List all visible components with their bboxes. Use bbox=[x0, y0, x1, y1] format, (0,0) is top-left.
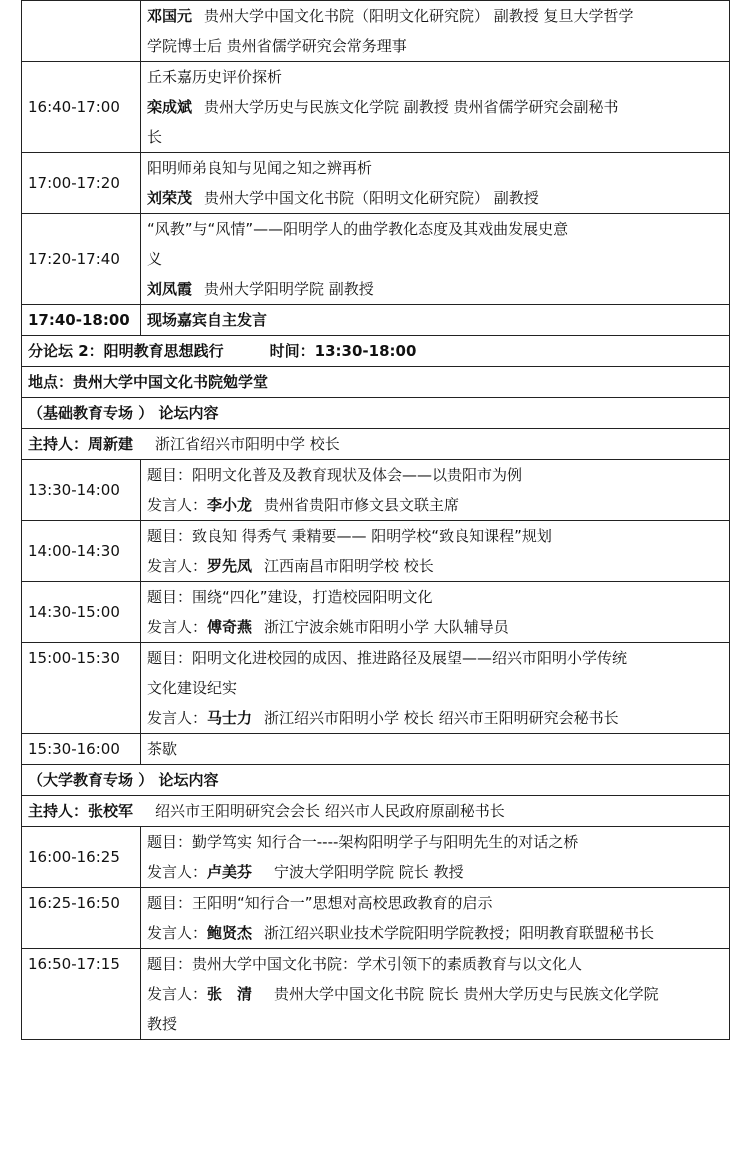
free-talk-cell: 现场嘉宾自主发言 bbox=[141, 305, 730, 336]
table-row bbox=[22, 214, 730, 305]
host-row bbox=[22, 796, 730, 827]
time-cell: 16:40-17:00 bbox=[22, 62, 141, 153]
content-cell bbox=[141, 460, 730, 521]
talk-title: 阳明师弟良知与见闻之知之辨再析 bbox=[147, 159, 373, 177]
table-row bbox=[22, 582, 730, 643]
speaker-name: 邓国元 bbox=[147, 7, 193, 25]
time-cell bbox=[22, 1, 141, 62]
content-cell bbox=[141, 888, 730, 949]
content-cell bbox=[141, 521, 730, 582]
talk-title-cont: 义 bbox=[147, 250, 163, 268]
speaker-name: 李小龙 bbox=[207, 496, 253, 514]
talk-title: 丘禾嘉历史评价探析 bbox=[147, 68, 283, 86]
table-row bbox=[22, 521, 730, 582]
speaker-affiliation: 贵州大学历史与民族文化学院 副教授 贵州省儒学研究会副秘书 bbox=[204, 98, 619, 116]
speaker-label: 发言人： bbox=[147, 557, 208, 575]
host-name: 张校军 bbox=[88, 802, 134, 820]
speaker-affiliation: 浙江宁波余姚市阳明小学 大队辅导员 bbox=[264, 618, 509, 636]
content-cell bbox=[141, 1, 730, 62]
agenda-table bbox=[21, 0, 730, 1040]
speaker-label: 发言人： bbox=[147, 924, 208, 942]
speaker-affiliation-cont: 长 bbox=[147, 128, 163, 146]
talk-title-cont: 文化建设纪实 bbox=[147, 679, 238, 697]
speaker-affiliation: 贵州大学中国文化书院（阳明文化研究院） 副教授 复旦大学哲学 bbox=[204, 7, 634, 25]
table-row bbox=[22, 1, 730, 62]
time-cell: 14:00-14:30 bbox=[22, 521, 141, 582]
time-cell: 16:50-17:15 bbox=[22, 949, 141, 1040]
table-row bbox=[22, 827, 730, 888]
time-cell: 17:20-17:40 bbox=[22, 214, 141, 305]
content-cell bbox=[141, 214, 730, 305]
section-header: （大学教育专场 ） 论坛内容 bbox=[22, 765, 730, 796]
content-cell bbox=[141, 643, 730, 734]
speaker-affiliation-cont: 学院博士后 贵州省儒学研究会常务理事 bbox=[147, 37, 407, 55]
talk-title: 题目：贵州大学中国文化书院：学术引领下的素质教育与以文化人 bbox=[147, 955, 583, 973]
speaker-affiliation: 贵州大学中国文化书院（阳明文化研究院） 副教授 bbox=[204, 189, 539, 207]
time-cell: 17:00-17:20 bbox=[22, 153, 141, 214]
host-title: 浙江省绍兴市阳明中学 校长 bbox=[155, 435, 340, 453]
host-label: 主持人： bbox=[28, 802, 89, 820]
forum-header-row bbox=[22, 336, 730, 367]
speaker-affiliation-cont: 教授 bbox=[147, 1015, 178, 1033]
time-cell: 13:30-14:00 bbox=[22, 460, 141, 521]
host-row bbox=[22, 429, 730, 460]
table-row bbox=[22, 153, 730, 214]
time-cell: 16:25-16:50 bbox=[22, 888, 141, 949]
section-header-row bbox=[22, 398, 730, 429]
speaker-name: 罗先凤 bbox=[207, 557, 253, 575]
speaker-affiliation: 浙江绍兴市阳明小学 校长 绍兴市王阳明研究会秘书长 bbox=[264, 709, 619, 727]
content-cell bbox=[141, 153, 730, 214]
speaker-affiliation: 贵州大学阳明学院 副教授 bbox=[204, 280, 374, 298]
speaker-name: 傅奇燕 bbox=[207, 618, 253, 636]
content-cell bbox=[141, 582, 730, 643]
host-title: 绍兴市王阳明研究会会长 绍兴市人民政府原副秘书长 bbox=[155, 802, 505, 820]
table-row bbox=[22, 888, 730, 949]
speaker-label: 发言人： bbox=[147, 985, 208, 1003]
speaker-name: 张 清 bbox=[207, 985, 253, 1003]
time-cell: 14:30-15:00 bbox=[22, 582, 141, 643]
section-header-row bbox=[22, 765, 730, 796]
time-cell: 15:00-15:30 bbox=[22, 643, 141, 734]
forum-title-cell bbox=[22, 336, 730, 367]
talk-title: 题目：王阳明“知行合一”思想对高校思政教育的启示 bbox=[147, 894, 493, 912]
content-cell bbox=[141, 827, 730, 888]
table-row bbox=[22, 305, 730, 336]
table-row bbox=[22, 949, 730, 1040]
table-row bbox=[22, 643, 730, 734]
host-name: 周新建 bbox=[88, 435, 134, 453]
speaker-name: 马士力 bbox=[207, 709, 253, 727]
break-cell: 茶歇 bbox=[141, 734, 730, 765]
speaker-affiliation: 贵州大学中国文化书院 院长 贵州大学历史与民族文化学院 bbox=[274, 985, 659, 1003]
speaker-affiliation: 浙江绍兴职业技术学院阳明学院教授；阳明教育联盟秘书长 bbox=[264, 924, 655, 942]
forum-venue: 地点：贵州大学中国文化书院勉学堂 bbox=[22, 367, 730, 398]
speaker-affiliation: 宁波大学阳明学院 院长 教授 bbox=[274, 863, 464, 881]
forum-time: 时间：13:30-18:00 bbox=[269, 342, 417, 360]
table-row bbox=[22, 62, 730, 153]
host-cell bbox=[22, 796, 730, 827]
speaker-label: 发言人： bbox=[147, 618, 208, 636]
speaker-affiliation: 贵州省贵阳市修文县文联主席 bbox=[264, 496, 460, 514]
talk-title: 题目：致良知 得秀气 秉精要—— 阳明学校“致良知课程”规划 bbox=[147, 527, 552, 545]
speaker-name: 栾成斌 bbox=[147, 98, 193, 116]
table-row bbox=[22, 734, 730, 765]
content-cell bbox=[141, 949, 730, 1040]
forum-title: 分论坛 2：阳明教育思想践行 bbox=[28, 342, 224, 360]
talk-title: 题目：围绕“四化”建设，打造校园阳明文化 bbox=[147, 588, 433, 606]
talk-title: “风教”与“风情”——阳明学人的曲学教化态度及其戏曲发展史意 bbox=[147, 220, 569, 238]
time-cell: 16:00-16:25 bbox=[22, 827, 141, 888]
talk-title: 题目：阳明文化普及及教育现状及体会——以贵阳市为例 bbox=[147, 466, 523, 484]
host-label: 主持人： bbox=[28, 435, 89, 453]
time-cell: 15:30-16:00 bbox=[22, 734, 141, 765]
host-cell bbox=[22, 429, 730, 460]
speaker-name: 鲍贤杰 bbox=[207, 924, 253, 942]
speaker-affiliation: 江西南昌市阳明学校 校长 bbox=[264, 557, 434, 575]
speaker-name: 卢美芬 bbox=[207, 863, 253, 881]
forum-venue-row bbox=[22, 367, 730, 398]
time-cell: 17:40-18:00 bbox=[22, 305, 141, 336]
speaker-label: 发言人： bbox=[147, 709, 208, 727]
speaker-label: 发言人： bbox=[147, 496, 208, 514]
table-row bbox=[22, 460, 730, 521]
speaker-name: 刘凤霞 bbox=[147, 280, 193, 298]
talk-title: 题目：勤学笃实 知行合一----架构阳明学子与阳明先生的对话之桥 bbox=[147, 833, 579, 851]
content-cell bbox=[141, 62, 730, 153]
speaker-label: 发言人： bbox=[147, 863, 208, 881]
section-header: （基础教育专场 ） 论坛内容 bbox=[22, 398, 730, 429]
speaker-name: 刘荣茂 bbox=[147, 189, 193, 207]
talk-title: 题目：阳明文化进校园的成因、推进路径及展望——绍兴市阳明小学传统 bbox=[147, 649, 628, 667]
